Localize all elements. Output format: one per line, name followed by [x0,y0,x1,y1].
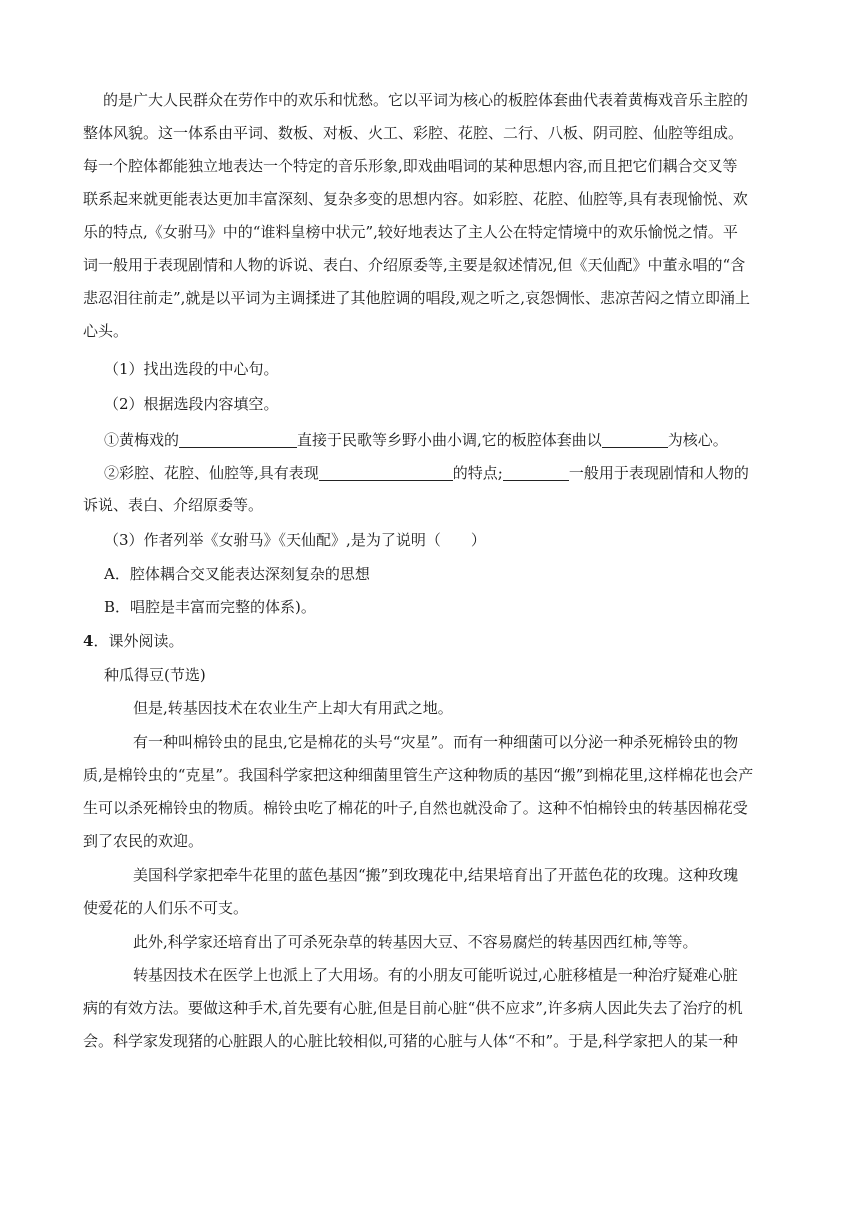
passage2-line-3: 质,是棉铃虫的“克星”。我国科学家把这种细菌里管生产这种物质的基因“搬”到棉花里,这样棉花也会产 [83,766,754,784]
passage2-line-4: 生可以杀死棉铃虫的物质。棉铃虫吃了棉花的叶子,自然也就没命了。这种不怕棉铃虫的转基因棉花受 [83,799,748,817]
passage2-line-8: 此外,科学家还培育出了可杀死杂草的转基因大豆、不容易腐烂的转基因西红柿,等等。 [133,933,698,951]
passage2-line-9: 转基因技术在医学上也派上了大用场。有的小朋友可能听说过,心脏移植是一种治疗疑难心脏 [133,966,738,984]
option-a[interactable]: A．腔体耦合交叉能表达深刻复杂的思想 [104,565,370,583]
passage2-line-10: 病的有效方法。要做这种手术,首先要有心脏,但是目前心脏“供不应求”,许多病人因此失去了治疗的机 [83,999,743,1017]
passage1-line-6: 词一般用于表现剧情和人物的诉说、表白、介绍原委等,主要是叙述情况,但《天仙配》中董永唱的“含 [83,256,746,274]
blank-2[interactable] [602,431,668,448]
q2-1-text-a: ①黄梅戏的 [104,431,180,449]
passage1-line-7: 悲忍泪往前走”,就是以平词为主调揉进了其他腔调的唱段,观之听之,哀怨惆怅、悲凉苦闷之情立即涌上 [83,289,750,307]
passage2-line-1: 但是,转基因技术在农业生产上却大有用武之地。 [133,699,453,717]
reading-title: 种瓜得豆(节选) [104,666,206,684]
blank-4[interactable] [503,464,569,481]
passage1-line-2: 整体风貌。这一体系由平词、数板、对板、火工、彩腔、花腔、二行、八板、阴司腔、仙腔等组成。 [83,124,744,142]
section-4-heading [83,626,183,656]
passage2-line-5: 到了农民的欢迎。 [83,832,204,850]
blank-3[interactable] [319,464,453,481]
passage2-line-2: 有一种叫棉铃虫的昆虫,它是棉花的头号“灾星”。而有一种细菌可以分泌一种杀死棉铃虫的物 [133,733,739,751]
passage1-line-1: 的是广大人民群众在劳作中的欢乐和忧愁。它以平词为核心的板腔体套曲代表着黄梅戏音乐主腔的 [103,91,749,109]
passage2-line-11: 会。科学家发现猪的心脏跟人的心脏比较相似,可猪的心脏与人体“不和”。于是,科学家把人的某一种 [83,1032,738,1050]
passage1-line-8: 心头。 [83,322,129,340]
q2-2-text-a: ②彩腔、花腔、仙腔等,具有表现 [104,464,319,482]
question-1: （1）找出选段的中心句。 [104,360,279,378]
passage1-line-4: 联系起来就更能表达更加丰富深刻、复杂多变的思想内容。如彩腔、花腔、仙腔等,具有表现愉悦、欢 [83,190,748,208]
question-2-item-2 [104,458,749,488]
q2-2-text-b: 的特点; [452,464,503,482]
option-b[interactable]: B．唱腔是丰富而完整的体系)。 [104,598,316,616]
section-4-label: ．课外阅读。 [93,632,184,650]
q2-1-text-b: 直接于民歌等乡野小曲小调,它的板腔体套曲以 [297,431,602,449]
passage1-line-5: 乐的特点,《女驸马》中的“谁料皇榜中状元”,较好地表达了主人公在特定情境中的欢乐愉悦之情。平 [83,223,738,241]
blank-1[interactable] [179,431,297,448]
question-2-item-2-cont: 诉说、表白、介绍原委等。 [83,496,264,514]
question-2-item-1 [104,425,728,455]
passage1-line-3: 每一个腔体都能独立地表达一个特定的音乐形象,即戏曲唱词的某种思想内容,而且把它们耦合交叉等 [83,157,738,175]
q2-1-text-c: 为核心。 [667,431,728,449]
section-4-number: 4 [83,632,94,650]
question-3: （3）作者列举《女驸马》《天仙配》,是为了说明（ ） [104,531,486,549]
passage2-line-7: 使爱花的人们乐不可支。 [83,899,249,917]
question-2: （2）根据选段内容填空。 [104,395,279,413]
passage2-line-6: 美国科学家把牵牛花里的蓝色基因“搬”到玫瑰花中,结果培育出了开蓝色花的玫瑰。这种玫瑰 [133,866,739,884]
q2-2-text-c: 一般用于表现剧情和人物的 [568,464,749,482]
